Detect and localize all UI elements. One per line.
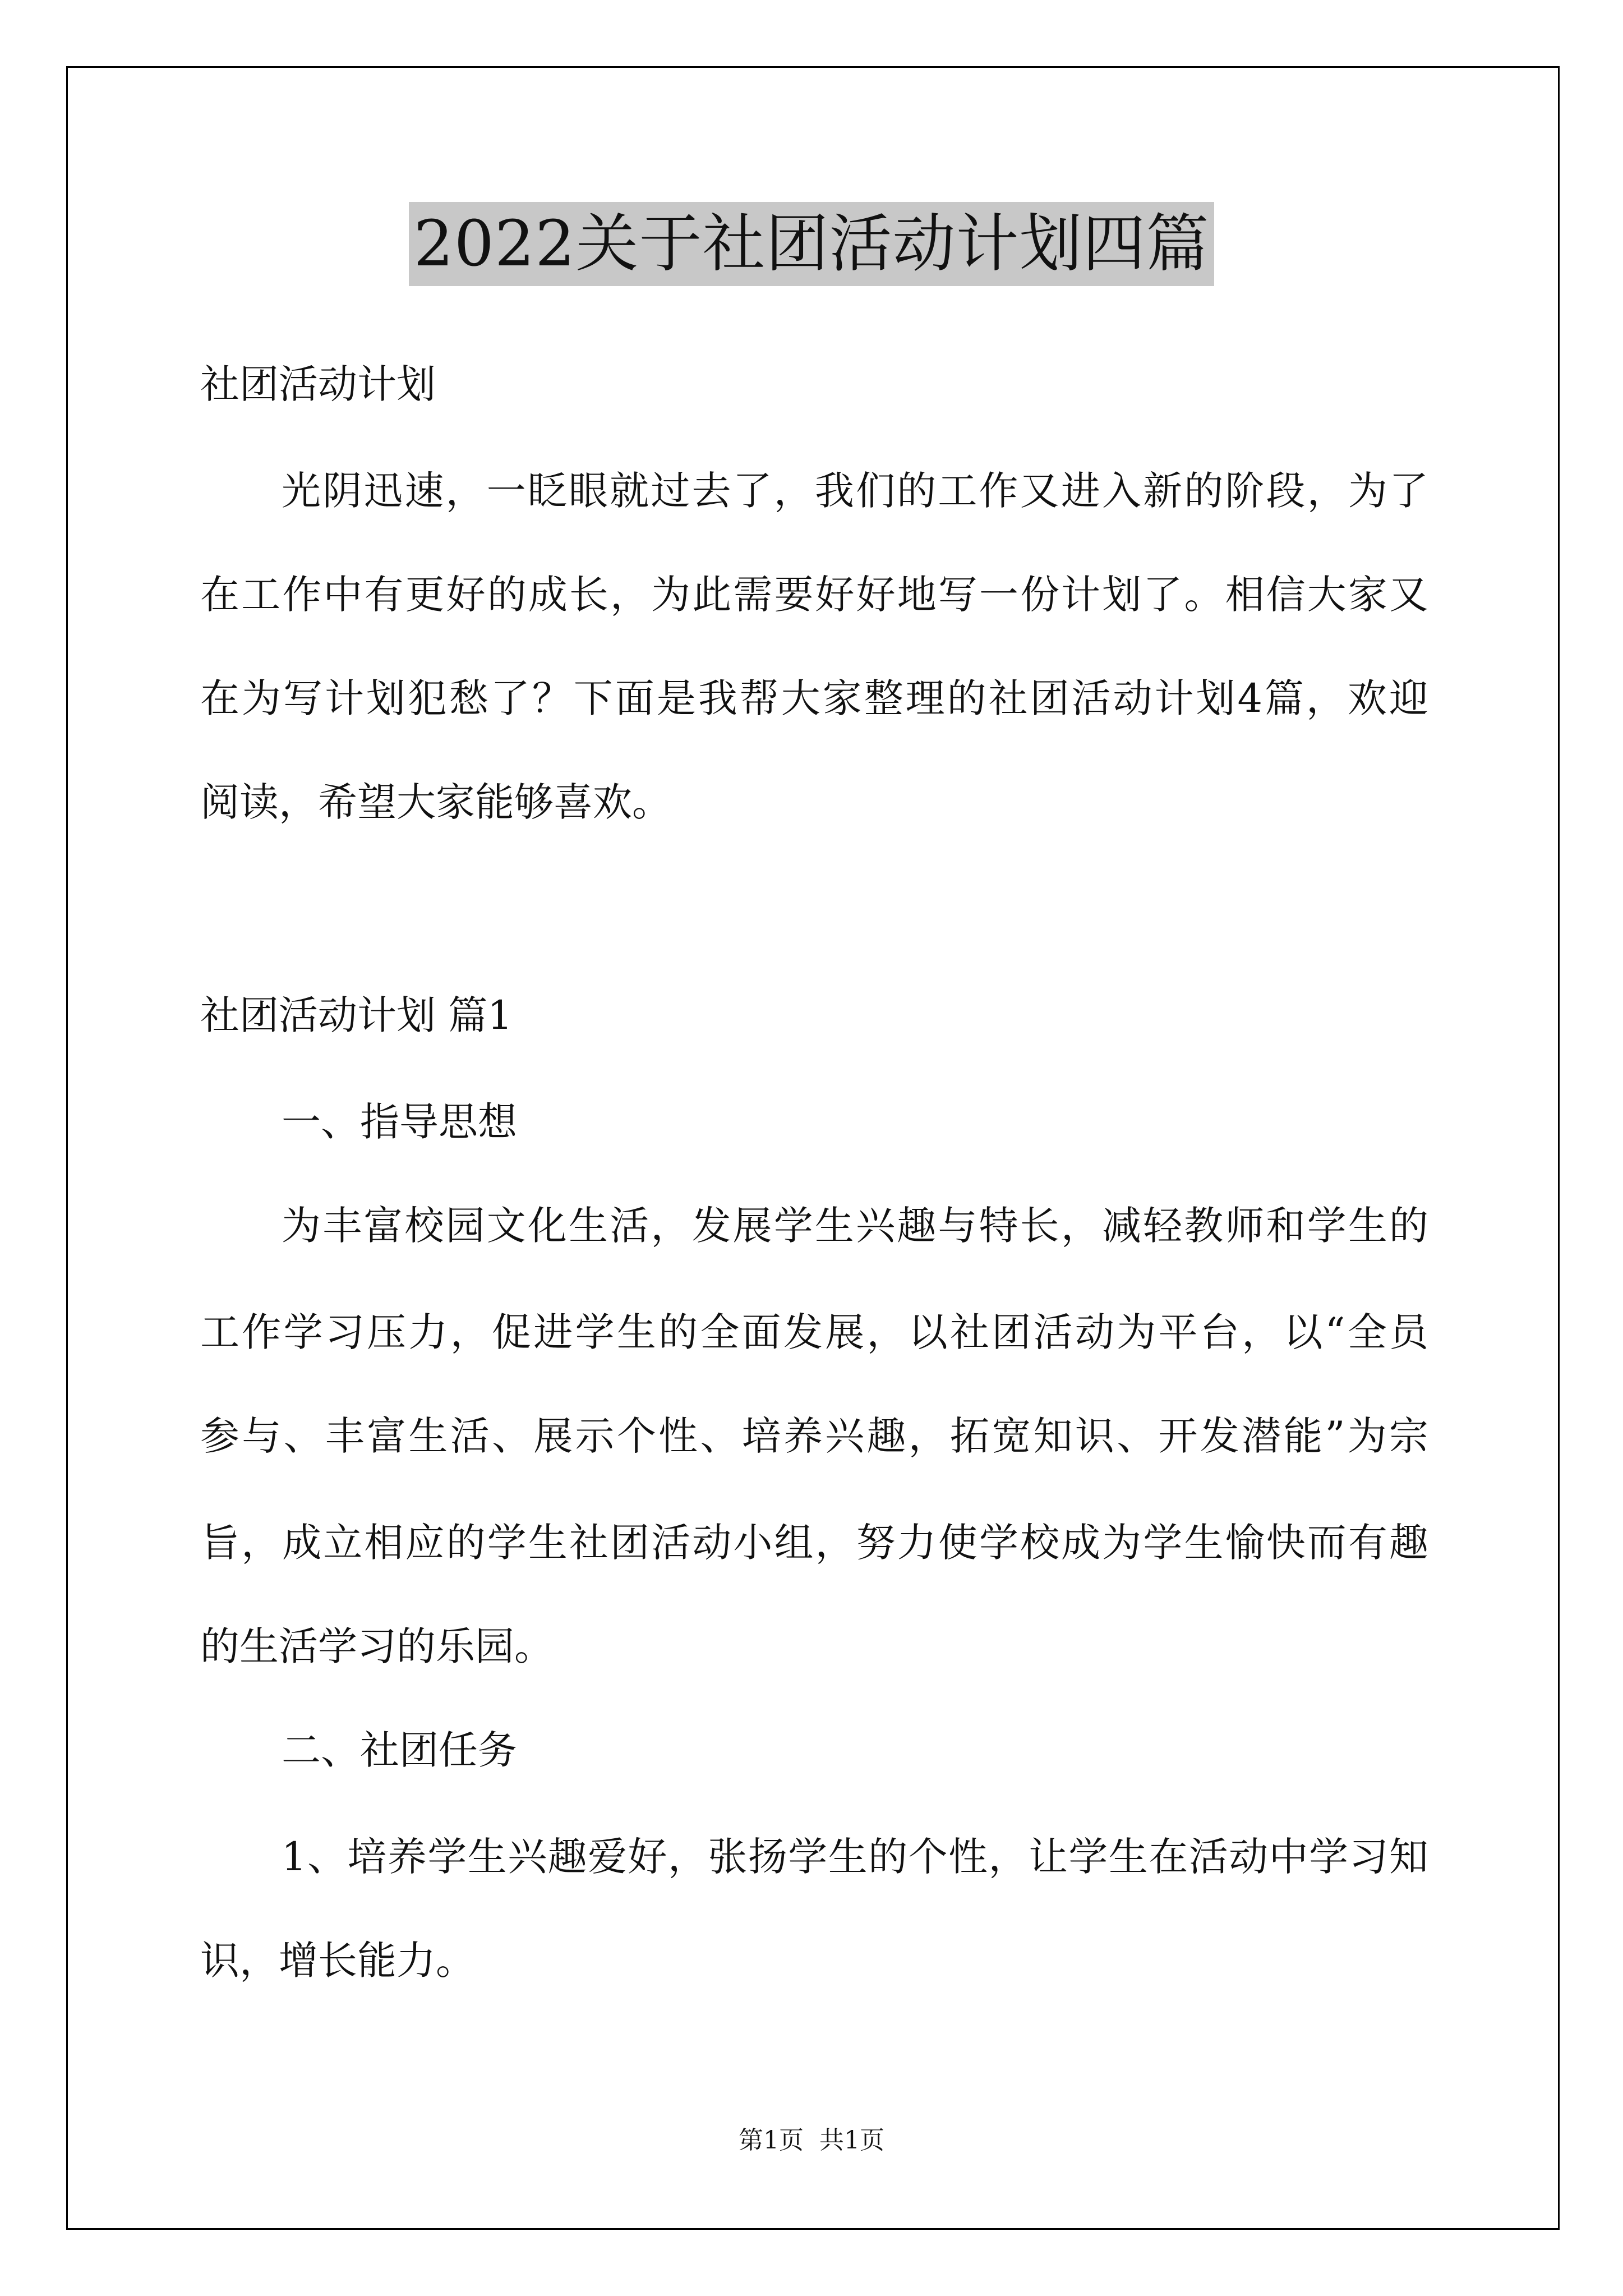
paragraph-line: 为丰富校园文化生活，发展学生兴趣与特长，减轻教师和学生的 — [282, 1203, 1428, 1249]
intro-line: 光阴迅速，一眨眼就过去了，我们的工作又进入新的阶段，为了 — [282, 468, 1428, 514]
intro-line: 在工作中有更好的成长，为此需要好好地写一份计划了。相信大家又 — [200, 572, 1428, 618]
page-total: 共1页 — [819, 2126, 884, 2155]
heading-club-tasks: 二、社团任务 — [282, 1727, 517, 1773]
document-title: 2022关于社团活动计划四篇 — [409, 202, 1214, 286]
intro-line: 阅读，希望大家能够喜欢。 — [200, 779, 671, 825]
paragraph-line: 的生活学习的乐园。 — [200, 1623, 554, 1669]
section-heading: 社团活动计划 篇1 — [200, 992, 513, 1038]
title-container — [0, 202, 1623, 286]
paragraph-line: 识，增长能力。 — [200, 1938, 475, 1984]
page-number: 第1页 — [739, 2126, 804, 2155]
heading-guiding-ideology: 一、指导思想 — [282, 1099, 517, 1145]
page-footer — [0, 2124, 1623, 2157]
intro-line: 在为写计划犯愁了？下面是我帮大家整理的社团活动计划4篇，欢迎 — [200, 675, 1428, 721]
paragraph-line: 1、培养学生兴趣爱好，张扬学生的个性，让学生在活动中学习知 — [282, 1834, 1428, 1880]
paragraph-line: 工作学习压力，促进学生的全面发展，以社团活动为平台，以“全员 — [200, 1309, 1428, 1355]
subtitle: 社团活动计划 — [200, 361, 436, 407]
paragraph-line: 参与、丰富生活、展示个性、培养兴趣，拓宽知识、开发潜能”为宗 — [200, 1413, 1428, 1459]
paragraph-line: 旨，成立相应的学生社团活动小组，努力使学校成为学生愉快而有趣 — [200, 1520, 1428, 1566]
